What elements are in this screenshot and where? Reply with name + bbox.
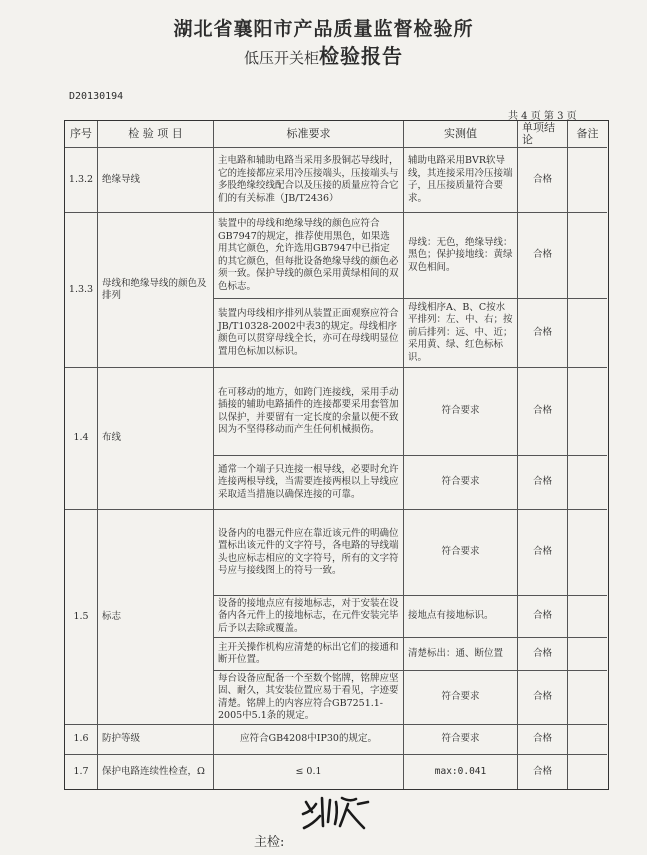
row-no: 1.5 — [65, 510, 98, 725]
row-remark — [568, 510, 607, 596]
row-standard: 应符合GB4208中IP30的规定。 — [214, 725, 404, 755]
row-measured: 母线相序A、B、C按水平排列：左、中、右；按前后排列：远、中、近；采用黄、绿、红色标标识。 — [404, 299, 518, 368]
row-measured: 符合要求 — [404, 456, 518, 510]
row-item: 绝缘导线 — [98, 148, 214, 213]
institute-name: 湖北省襄阳市产品质量监督检验所 — [173, 18, 474, 40]
report-title — [0, 40, 647, 69]
row-standard: 设备的接地点应有接地标志，对于安装在设备内各元件上的接地标志，在元件安装完毕后予以去除或覆盖。 — [214, 596, 404, 638]
row-remark — [568, 725, 607, 755]
row-item: 母线和绝缘导线的颜色及排列 — [98, 213, 214, 368]
row-measured: 符合要求 — [404, 671, 518, 725]
row-standard: 主电路和辅助电路当采用多股铜芯导线时，它的连接都应采用冷压接端头，压接端头与多股绝缘绞线配合以及压接的质量应符合它们的有关标准（JB/T2436） — [214, 148, 404, 213]
table-row — [65, 755, 608, 789]
row-standard: 主开关操作机构应清楚的标出它们的接通和断开位置。 — [214, 638, 404, 671]
row-measured: max:0.041 — [404, 755, 518, 789]
row-measured: 符合要求 — [404, 368, 518, 456]
row-conclusion: 合格 — [518, 755, 568, 789]
row-conclusion: 合格 — [518, 368, 568, 456]
row-standard: ≤ 0.1 — [214, 755, 404, 789]
row-conclusion: 合格 — [518, 456, 568, 510]
row-measured: 符合要求 — [404, 725, 518, 755]
row-no: 1.3.2 — [65, 148, 98, 213]
row-no: 1.7 — [65, 755, 98, 789]
row-no: 1.6 — [65, 725, 98, 755]
row-conclusion: 合格 — [518, 148, 568, 213]
table-row — [65, 510, 608, 725]
row-item: 防护等级 — [98, 725, 214, 755]
row-remark — [568, 755, 607, 789]
row-conclusion: 合格 — [518, 596, 568, 638]
header-no: 序号 — [65, 121, 98, 148]
row-remark — [568, 213, 607, 299]
row-conclusion: 合格 — [518, 638, 568, 671]
product-name: 低压开关柜 — [243, 49, 319, 67]
header-standard: 标准要求 — [214, 121, 404, 148]
row-remark — [568, 299, 607, 368]
report-title-text: 检验报告 — [319, 44, 403, 68]
row-no: 1.4 — [65, 368, 98, 510]
page-info: 共 4 页 第 3 页 — [508, 111, 577, 122]
row-conclusion: 合格 — [518, 671, 568, 725]
table-header — [65, 121, 608, 148]
row-conclusion: 合格 — [518, 510, 568, 596]
header-conclusion: 单项结论 — [518, 121, 568, 148]
row-remark — [568, 596, 607, 638]
row-standard: 装置中的母线和绝缘导线的颜色应符合GB7947的规定，推荐使用黑色，如果选用其它颜色，允许选用GB7947中已指定的其它颜色，但每批设备绝缘导线的颜色必须一致。保护导线的颜色采用黄绿相间的双色标志。 — [214, 213, 404, 299]
row-item: 保护电路连续性检查，Ω — [98, 755, 214, 789]
inspector-label: 主检: — [254, 835, 285, 850]
row-item: 标志 — [98, 510, 214, 725]
row-remark — [568, 671, 607, 725]
header-remark: 备注 — [568, 121, 607, 148]
row-remark — [568, 368, 607, 456]
row-standard: 装置内母线相序排列从装置正面观察应符合JB/T10328-2002中表3的规定。母线相序颜色可以贯穿母线全长，亦可在母线明显位置用色标加以标识。 — [214, 299, 404, 368]
table-row — [65, 148, 608, 213]
row-no: 1.3.3 — [65, 213, 98, 368]
document-number: D20130194 — [69, 91, 124, 102]
table-row — [65, 213, 608, 368]
row-measured: 符合要求 — [404, 510, 518, 596]
row-standard: 通常一个端子只连接一根导线，必要时允许连接两根导线，当需要连接两根以上导线应采取适当措施以确保连接的可靠。 — [214, 456, 404, 510]
header-measured: 实测值 — [404, 121, 518, 148]
inspector-signature — [298, 790, 378, 839]
row-conclusion: 合格 — [518, 299, 568, 368]
row-measured: 清楚标出：通、断位置 — [404, 638, 518, 671]
row-remark — [568, 148, 607, 213]
row-remark — [568, 456, 607, 510]
row-item: 布线 — [98, 368, 214, 510]
inspection-table — [64, 120, 609, 790]
row-measured: 母线：无色，绝缘导线：黑色；保护接地线：黄绿双色相间。 — [404, 213, 518, 299]
header-item: 检 验 项 目 — [98, 121, 214, 148]
row-measured: 辅助电路采用BVR软导线，其连接采用冷压接端子，且压接质量符合要求。 — [404, 148, 518, 213]
row-measured: 接地点有接地标识。 — [404, 596, 518, 638]
row-standard: 设备内的电器元件应在靠近该元件的明确位置标出该元件的文字符号，各电路的导线端头也应标志相应的文字符号，所有的文字符号应与接线图上的符号一致。 — [214, 510, 404, 596]
row-standard: 每台设备应配备一个至数个铭牌，铭牌应坚固、耐久，其安装位置应易于看见，字迹要清楚。铭牌上的内容应符合GB7251.1-2005中5.1条的规定。 — [214, 671, 404, 725]
row-remark — [568, 638, 607, 671]
row-conclusion: 合格 — [518, 725, 568, 755]
row-conclusion: 合格 — [518, 213, 568, 299]
row-standard: 在可移动的地方，如跨门连接线，采用手动插接的辅助电路插件的连接都要采用套管加以保护，并要留有一定长度的余量以便不致因为不坚得移动而产生任何机械损伤。 — [214, 368, 404, 456]
table-row — [65, 725, 608, 755]
table-row — [65, 368, 608, 510]
